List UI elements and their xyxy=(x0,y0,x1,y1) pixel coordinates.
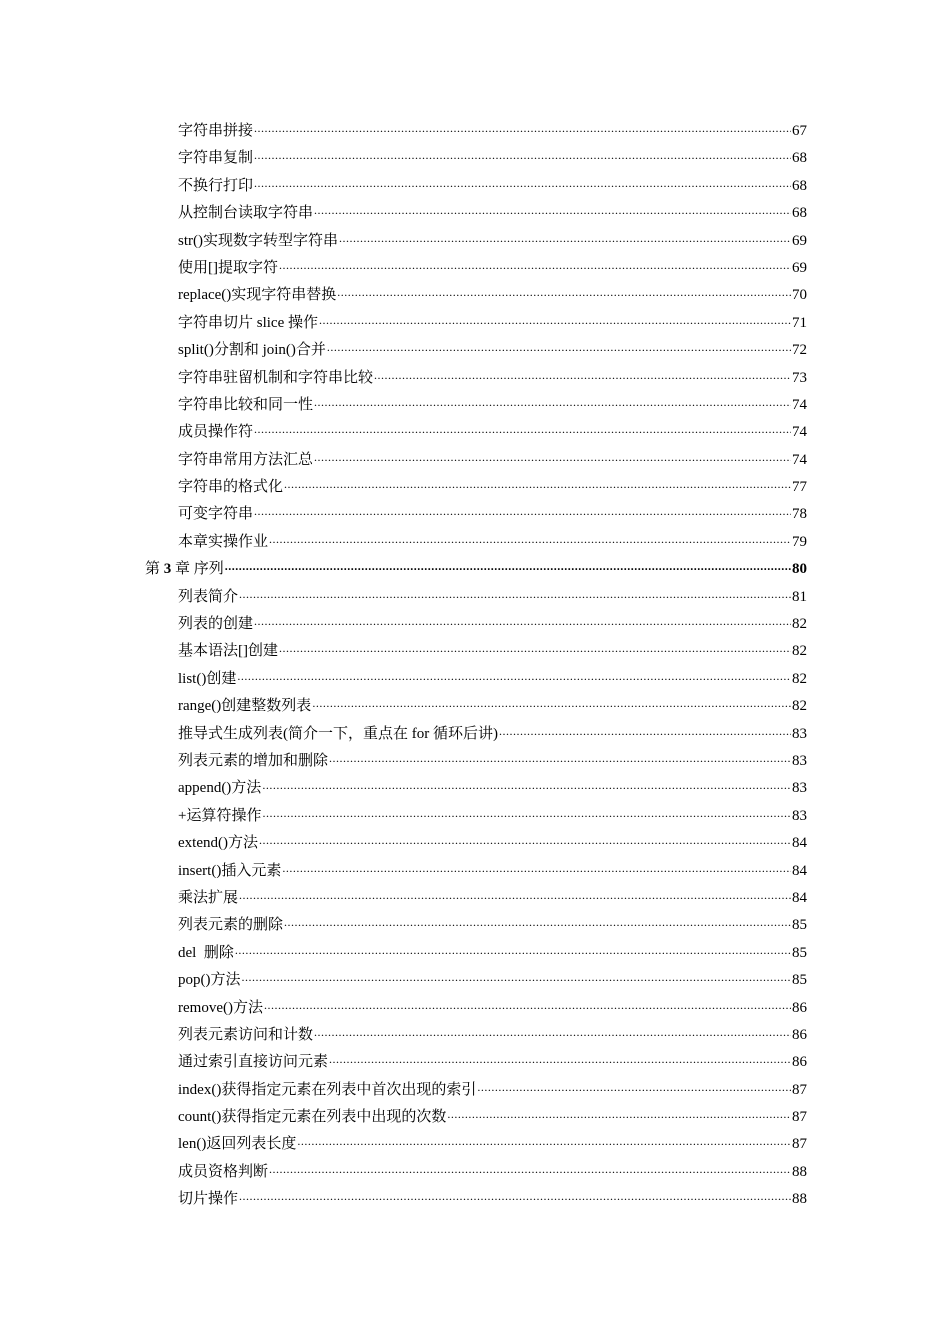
toc-entry[interactable] xyxy=(0,365,807,392)
toc-entry-title: list()创建 xyxy=(178,670,237,687)
toc-entry[interactable] xyxy=(0,1049,807,1076)
toc-leader-dots xyxy=(254,142,791,169)
toc-entry[interactable] xyxy=(0,885,807,912)
toc-entry[interactable] xyxy=(0,1186,807,1213)
toc-entry-title: pop()方法 xyxy=(178,972,241,989)
toc-entry-page: 85 xyxy=(792,944,807,961)
toc-leader-dots xyxy=(284,471,791,498)
toc-leader-dots xyxy=(254,416,791,443)
toc-entry-page: 86 xyxy=(792,1026,807,1043)
toc-leader-dots xyxy=(312,690,791,717)
toc-entry-title: 列表简介 xyxy=(178,588,239,605)
chapter-number: 3 xyxy=(163,561,172,578)
toc-chapter-entry[interactable] xyxy=(0,556,807,583)
toc-leader-dots xyxy=(374,362,791,389)
toc-entry-title: 列表的创建 xyxy=(178,616,254,633)
toc-entry[interactable] xyxy=(0,666,807,693)
toc-entry[interactable] xyxy=(0,118,807,145)
toc-entry-title: 本章实操作业 xyxy=(178,533,269,550)
toc-entry-title: 成员资格判断 xyxy=(178,1163,269,1180)
toc-leader-dots xyxy=(339,225,791,252)
toc-leader-dots xyxy=(279,635,791,662)
toc-entry-page: 83 xyxy=(792,780,807,797)
toc-leader-dots xyxy=(279,252,791,279)
toc-entry-page: 82 xyxy=(792,616,807,633)
toc-entry-title: 使用[]提取字符 xyxy=(178,259,278,276)
toc-entry-title: range()创建整数列表 xyxy=(178,698,312,715)
toc-entry[interactable] xyxy=(0,830,807,857)
toc-entry[interactable] xyxy=(0,1104,807,1131)
toc-leader-dots xyxy=(264,992,791,1019)
toc-entry[interactable] xyxy=(0,803,807,830)
toc-entry-page: 84 xyxy=(792,862,807,879)
toc-entry-page: 87 xyxy=(792,1081,807,1098)
toc-entry-title: 通过索引直接访问元素 xyxy=(178,1054,329,1071)
toc-entry[interactable] xyxy=(0,200,807,227)
toc-entry[interactable] xyxy=(0,912,807,939)
toc-leader-dots xyxy=(327,334,791,361)
toc-leader-dots xyxy=(337,279,791,306)
toc-entry-page: 69 xyxy=(792,259,807,276)
toc-leader-dots xyxy=(269,526,791,553)
toc-entry-title: 列表元素的删除 xyxy=(178,917,284,934)
toc-entry-page: 83 xyxy=(792,807,807,824)
toc-entry-page: 83 xyxy=(792,752,807,769)
toc-entry-title: index()获得指定元素在列表中首次出现的索引 xyxy=(178,1081,477,1098)
toc-chapter-title xyxy=(145,556,224,583)
toc-entry-title: split()分割和 join()合并 xyxy=(178,342,326,359)
toc-leader-dots xyxy=(225,553,791,580)
toc-entry-page: 73 xyxy=(792,369,807,386)
toc-entry-title: append()方法 xyxy=(178,780,262,797)
toc-entry-title: 字符串拼接 xyxy=(178,123,254,139)
toc-entry-page: 74 xyxy=(792,451,807,468)
toc-entry[interactable] xyxy=(0,1077,807,1104)
toc-entry-page: 80 xyxy=(792,561,807,578)
toc-entry-page: 77 xyxy=(792,479,807,496)
toc-leader-dots xyxy=(282,855,791,882)
toc-entry-page: 87 xyxy=(792,1136,807,1153)
toc-entry-page: 84 xyxy=(792,835,807,852)
toc-entry-title: 字符串比较和同一性 xyxy=(178,396,314,413)
toc-entry-page: 82 xyxy=(792,698,807,715)
toc-entry[interactable] xyxy=(0,255,807,282)
toc-entry[interactable] xyxy=(0,693,807,720)
toc-entry[interactable] xyxy=(0,967,807,994)
toc-entry-title: 列表元素的增加和删除 xyxy=(178,752,329,769)
toc-entry-title: 字符串复制 xyxy=(178,150,254,167)
toc-entry[interactable] xyxy=(0,337,807,364)
toc-entry[interactable] xyxy=(0,1131,807,1158)
toc-entry-title: 字符串驻留机制和字符串比较 xyxy=(178,369,374,386)
toc-entry-page: 86 xyxy=(792,1054,807,1071)
toc-leader-dots xyxy=(319,307,791,334)
toc-leader-dots xyxy=(269,1156,791,1183)
toc-entry-title: 列表元素访问和计数 xyxy=(178,1026,314,1043)
toc-entry-title: 切片操作 xyxy=(178,1191,239,1208)
toc-entry-page: 69 xyxy=(792,232,807,249)
toc-entry-title: str()实现数字转型字符串 xyxy=(178,232,338,249)
toc-entry[interactable] xyxy=(0,858,807,885)
toc-entry[interactable] xyxy=(0,310,807,337)
toc-entry[interactable] xyxy=(0,474,807,501)
toc-leader-dots xyxy=(254,170,791,197)
toc-entry-page: 70 xyxy=(792,287,807,304)
toc-entry-page: 83 xyxy=(792,725,807,742)
toc-entry[interactable] xyxy=(0,145,807,172)
toc-entry-page: 84 xyxy=(792,889,807,906)
chapter-suffix: 章 序列 xyxy=(175,561,224,578)
toc-entry[interactable] xyxy=(0,940,807,967)
toc-leader-dots xyxy=(239,1183,791,1210)
toc-entry-title: insert()插入元素 xyxy=(178,862,282,879)
toc-leader-dots xyxy=(262,800,791,827)
toc-leader-dots xyxy=(259,827,791,854)
toc-entry-title: +运算符操作 xyxy=(178,807,262,824)
toc-entry[interactable] xyxy=(0,775,807,802)
toc-entry-page: 88 xyxy=(792,1163,807,1180)
toc-entry-page: 85 xyxy=(792,917,807,934)
table-of-contents xyxy=(0,118,950,1214)
toc-leader-dots xyxy=(239,882,791,909)
toc-entry[interactable] xyxy=(0,1022,807,1049)
toc-leader-dots xyxy=(254,608,791,635)
toc-entry-page: 74 xyxy=(792,396,807,413)
toc-entry-title: 推导式生成列表(简介一下，重点在 for 循环后讲) xyxy=(178,725,498,742)
toc-entry[interactable] xyxy=(0,529,807,556)
chapter-prefix: 第 xyxy=(145,561,161,578)
toc-entry-title: 字符串切片 slice 操作 xyxy=(178,314,318,331)
toc-leader-dots xyxy=(314,1019,791,1046)
toc-leader-dots xyxy=(329,745,791,772)
toc-entry[interactable] xyxy=(0,228,807,255)
toc-entry-page: 86 xyxy=(792,999,807,1016)
toc-entry-title: 乘法扩展 xyxy=(178,889,239,906)
toc-entry[interactable] xyxy=(0,995,807,1022)
toc-leader-dots xyxy=(262,772,791,799)
toc-leader-dots xyxy=(477,1074,791,1101)
toc-entry-title: replace()实现字符串替换 xyxy=(178,287,337,304)
toc-entry[interactable] xyxy=(0,721,807,748)
toc-entry-title: extend()方法 xyxy=(178,835,258,852)
toc-entry[interactable] xyxy=(0,501,807,528)
toc-entry-page: 79 xyxy=(792,533,807,550)
toc-leader-dots xyxy=(254,498,791,525)
toc-entry[interactable] xyxy=(0,282,807,309)
toc-entry[interactable] xyxy=(0,1159,807,1186)
toc-entry-page: 67 xyxy=(792,123,807,139)
toc-leader-dots xyxy=(235,937,791,964)
toc-leader-dots xyxy=(314,389,791,416)
toc-entry-page: 78 xyxy=(792,506,807,523)
toc-entry-title: 成员操作符 xyxy=(178,424,254,441)
toc-entry-page: 82 xyxy=(792,643,807,660)
toc-leader-dots xyxy=(314,197,791,224)
toc-leader-dots xyxy=(447,1101,791,1128)
toc-entry[interactable] xyxy=(0,584,807,611)
toc-entry[interactable] xyxy=(0,447,807,474)
toc-leader-dots xyxy=(297,1128,791,1155)
toc-entry-title: 字符串的格式化 xyxy=(178,479,284,496)
toc-entry-title: 可变字符串 xyxy=(178,506,254,523)
toc-entry-page: 88 xyxy=(792,1191,807,1208)
toc-entry-page: 72 xyxy=(792,342,807,359)
toc-leader-dots xyxy=(314,444,791,471)
toc-entry-title: del 删除 xyxy=(178,944,234,961)
toc-entry[interactable] xyxy=(0,611,807,638)
toc-entry[interactable] xyxy=(0,748,807,775)
toc-entry[interactable] xyxy=(0,392,807,419)
toc-leader-dots xyxy=(242,964,792,991)
toc-entry[interactable] xyxy=(0,638,807,665)
toc-entry-page: 68 xyxy=(792,177,807,194)
toc-leader-dots xyxy=(254,115,791,142)
toc-entry-title: 从控制台读取字符串 xyxy=(178,205,314,222)
toc-entry[interactable] xyxy=(0,173,807,200)
toc-entry-page: 85 xyxy=(792,972,807,989)
toc-leader-dots xyxy=(239,581,791,608)
toc-entry-title: len()返回列表长度 xyxy=(178,1136,297,1153)
toc-leader-dots xyxy=(237,663,791,690)
toc-entry-page: 87 xyxy=(792,1109,807,1126)
toc-entry-page: 71 xyxy=(792,314,807,331)
toc-entry-title: count()获得指定元素在列表中出现的次数 xyxy=(178,1109,447,1126)
toc-leader-dots xyxy=(284,909,791,936)
toc-entry-title: 字符串常用方法汇总 xyxy=(178,451,314,468)
toc-entry-page: 68 xyxy=(792,205,807,222)
toc-entry-title: remove()方法 xyxy=(178,999,263,1016)
toc-leader-dots xyxy=(329,1046,791,1073)
toc-entry-page: 68 xyxy=(792,150,807,167)
toc-entry-title: 不换行打印 xyxy=(178,177,254,194)
toc-entry-title: 基本语法[]创建 xyxy=(178,643,278,660)
toc-leader-dots xyxy=(499,718,791,745)
toc-entry-page: 82 xyxy=(792,670,807,687)
toc-entry-page: 74 xyxy=(792,424,807,441)
toc-entry[interactable] xyxy=(0,419,807,446)
toc-entry-page: 81 xyxy=(792,588,807,605)
